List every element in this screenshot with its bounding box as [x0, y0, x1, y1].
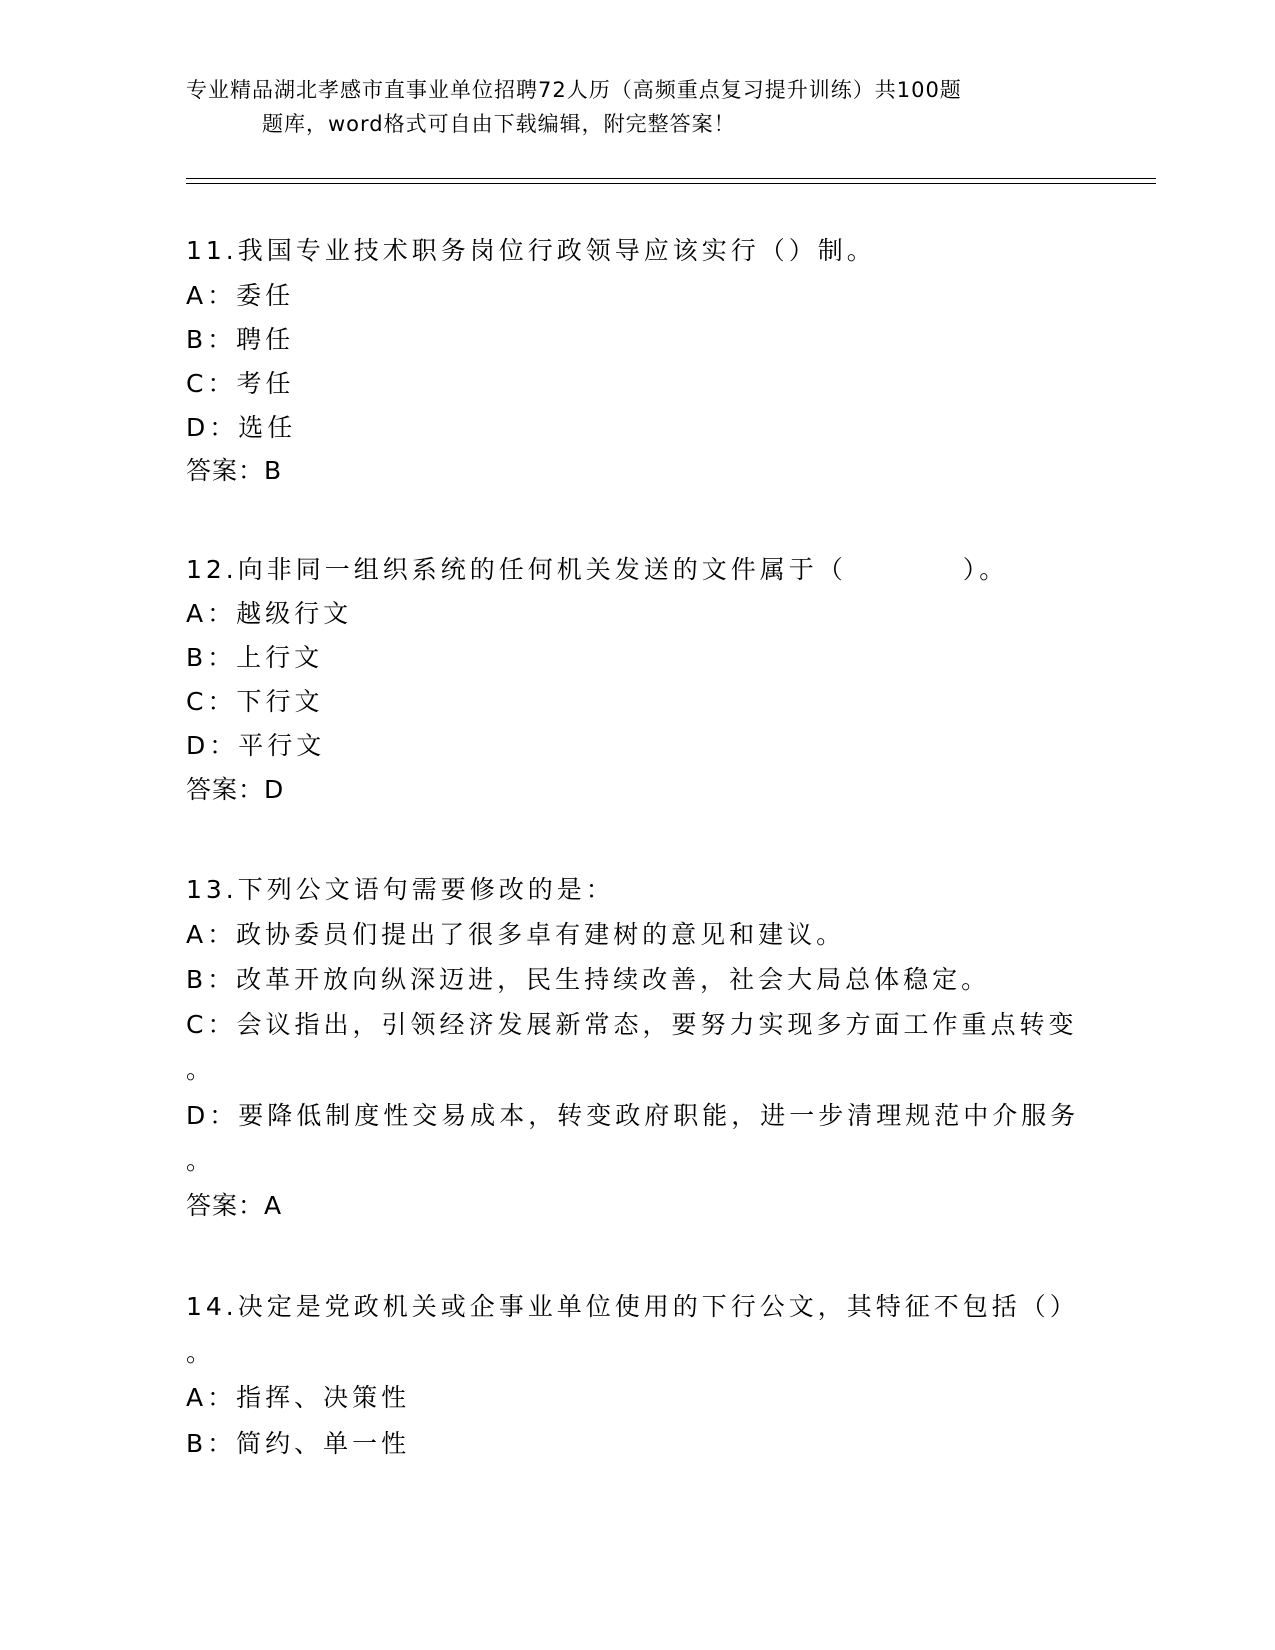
- question-13-option-d-cont: 。: [186, 1146, 216, 1175]
- question-12-answer: 答案：D: [186, 775, 285, 804]
- question-14-stem-cont: 。: [186, 1338, 216, 1367]
- header-rule-top: [186, 178, 1156, 179]
- question-13-option-c: C：会议指出，引领经济发展新常态，要努力实现多方面工作重点转变: [186, 1010, 1078, 1039]
- question-13-answer: 答案：A: [186, 1191, 283, 1220]
- question-12-option-b: B：上行文: [186, 643, 324, 672]
- document-header: [186, 73, 1086, 141]
- question-11-option-c: C：考任: [186, 369, 295, 398]
- question-13-stem: 13.下列公文语句需要修改的是：: [186, 875, 615, 904]
- question-14-option-b: B：简约、单一性: [186, 1429, 411, 1458]
- question-12-option-a: A：越级行文: [186, 599, 353, 628]
- question-12-option-d: D：平行文: [186, 731, 326, 760]
- question-12-option-c: C：下行文: [186, 687, 324, 716]
- question-13-option-d: D：要降低制度性交易成本，转变政府职能，进一步清理规范中介服务: [186, 1101, 1080, 1130]
- question-13-option-c-cont: 。: [186, 1055, 216, 1084]
- header-rule-bottom: [186, 183, 1156, 184]
- question-13-option-b: B：改革开放向纵深迈进，民生持续改善，社会大局总体稳定。: [186, 965, 991, 994]
- header-title-line2: 题库，word格式可自由下载编辑，附完整答案！: [262, 112, 736, 136]
- question-13-option-a: A：政协委员们提出了很多卓有建树的意见和建议。: [186, 920, 846, 949]
- question-11-stem: 11.我国专业技术职务岗位行政领导应该实行（）制。: [186, 236, 876, 265]
- question-11-option-d: D：选任: [186, 413, 297, 442]
- question-14-option-a: A：指挥、决策性: [186, 1383, 411, 1412]
- question-11-option-b: B：聘任: [186, 325, 295, 354]
- question-12-stem: 12.向非同一组织系统的任何机关发送的文件属于（ ）。: [186, 555, 1009, 584]
- question-11-option-a: A：委任: [186, 281, 295, 310]
- header-title-line1: 专业精品湖北孝感市直事业单位招聘72人历（高频重点复习提升训练）共100题: [186, 78, 962, 102]
- question-14-stem: 14.决定是党政机关或企事业单位使用的下行公文，其特征不包括（）: [186, 1292, 1079, 1321]
- question-11-answer: 答案：B: [186, 456, 283, 485]
